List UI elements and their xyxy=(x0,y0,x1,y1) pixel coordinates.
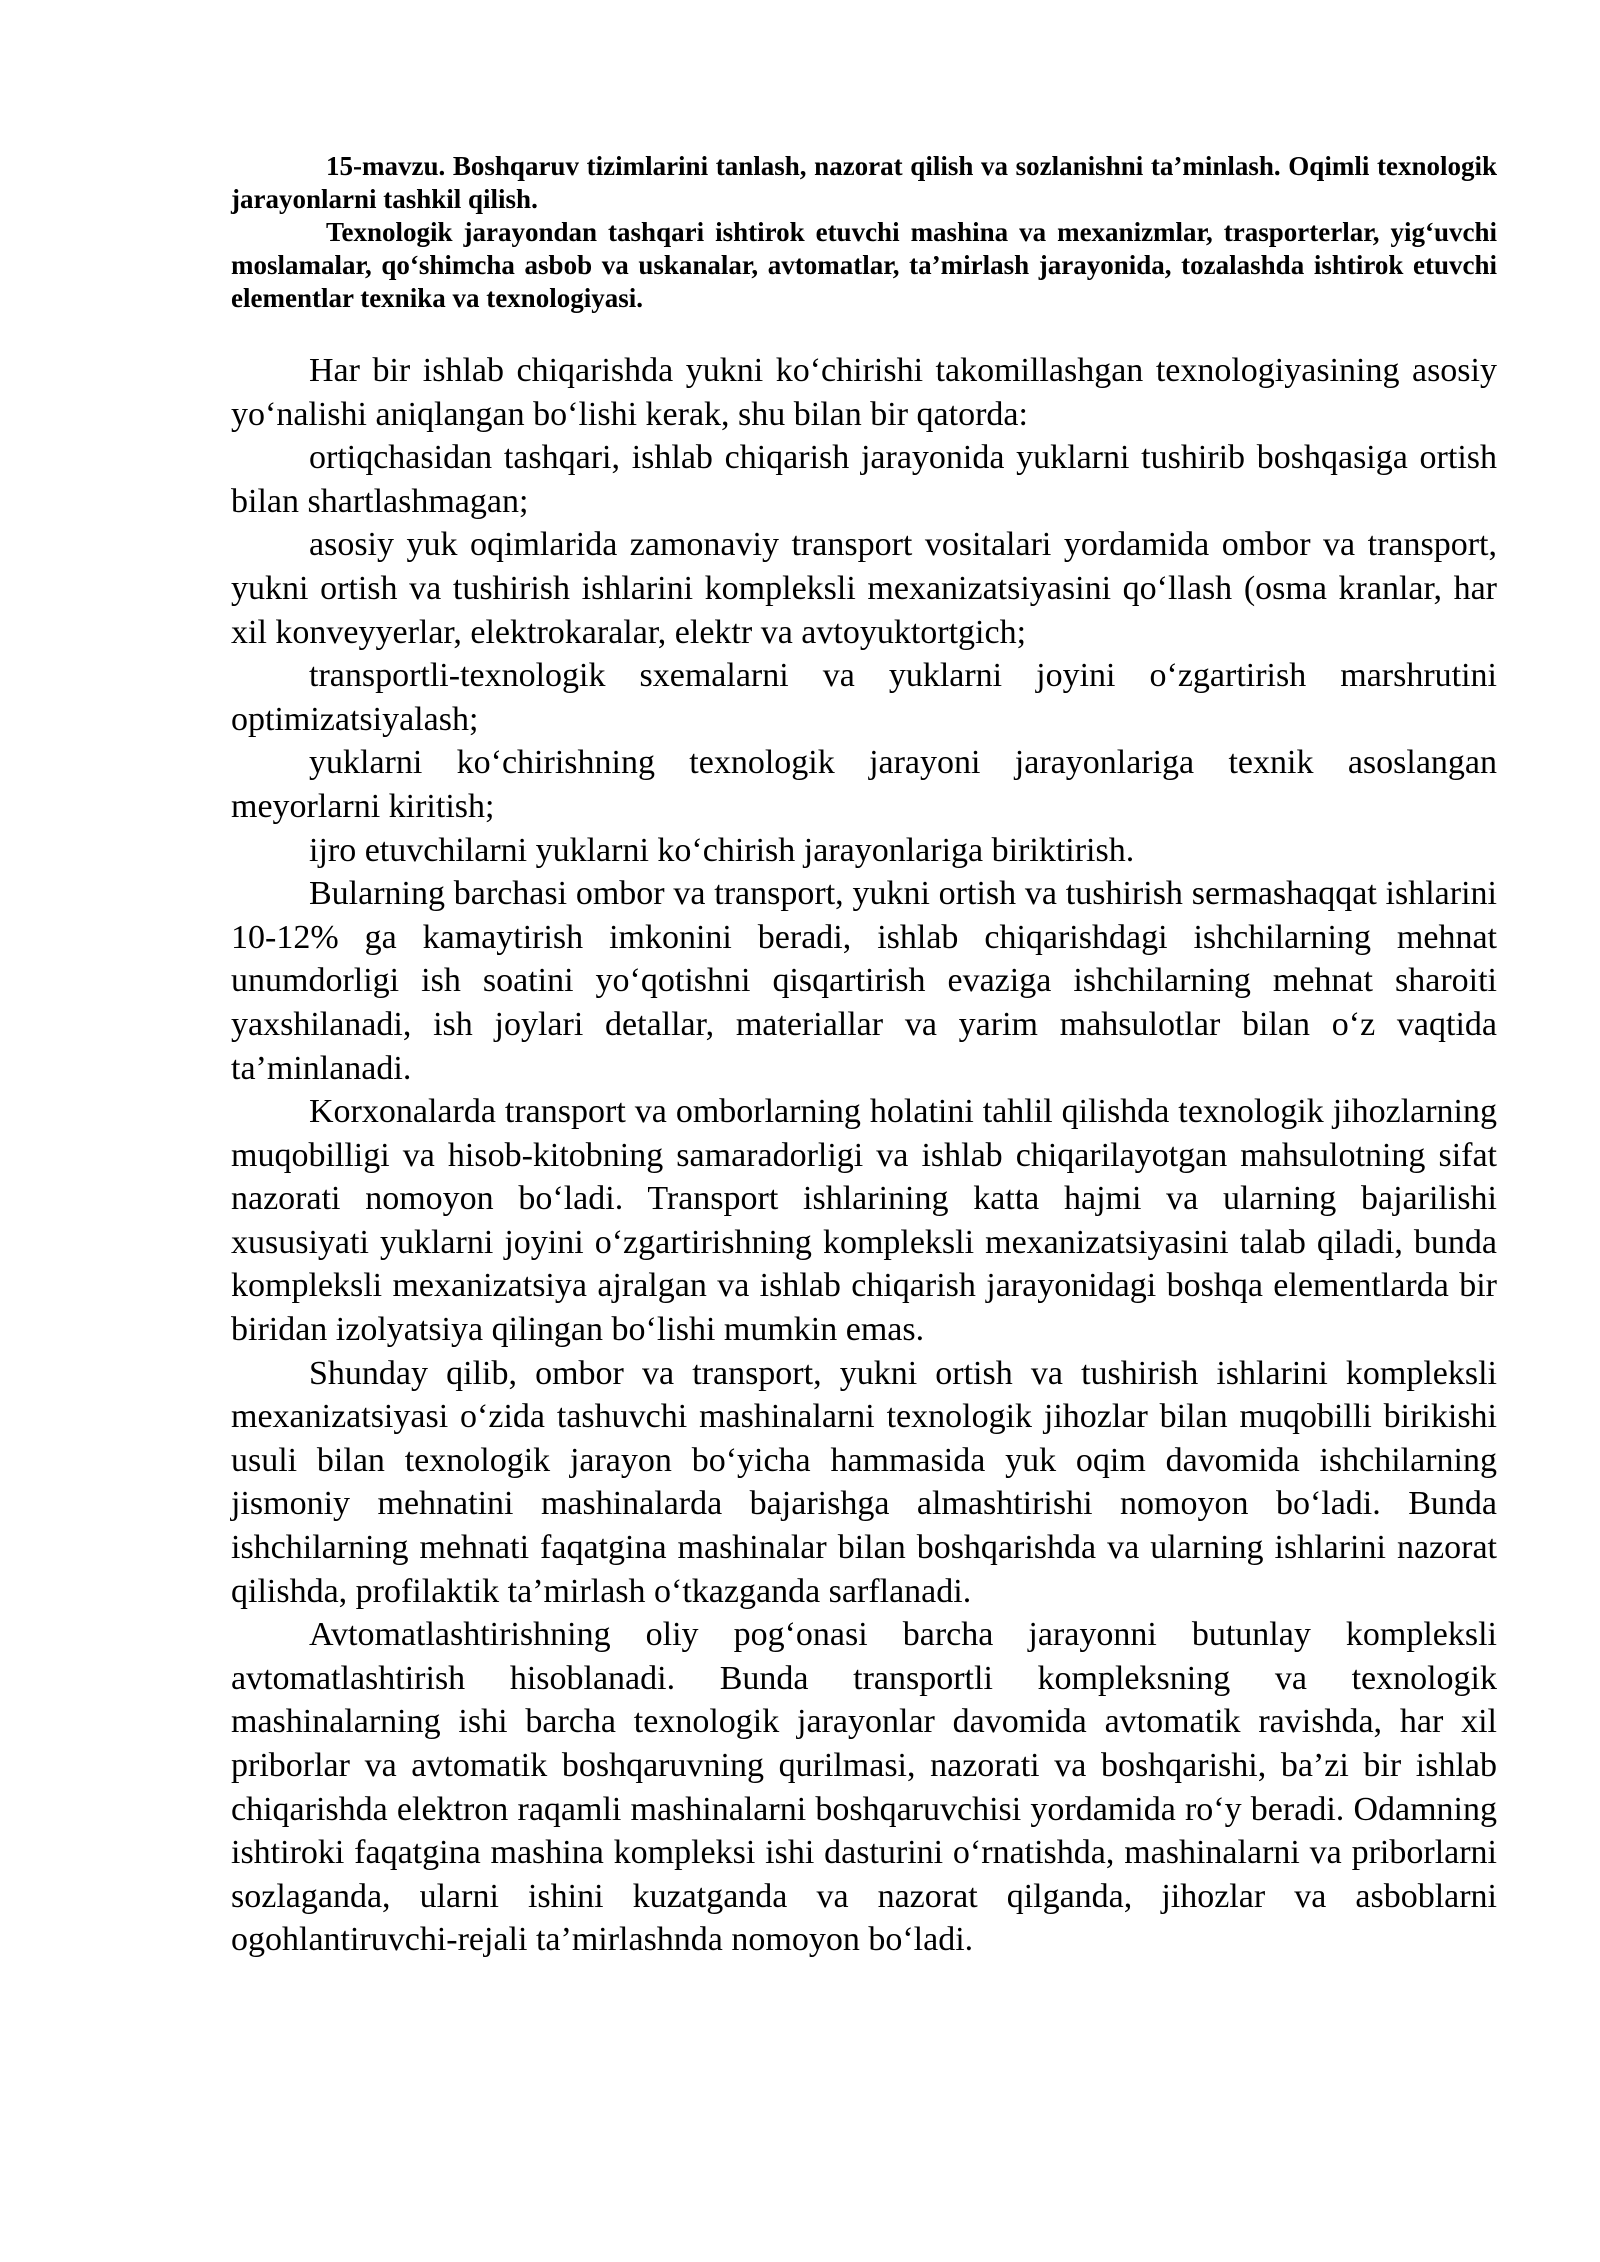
paragraph: Korxonalarda transport va omborlarning holatini tahlil qilishda texnologik jihozlarning muqobilligi va hisob-kitobning samaradorligi va ishlab chiqarilayotgan mahsulotning sifat nazorati nomoyon bo‘ladi. Transport ishlarining katta hajmi va ularning bajarilishi xususiyati yuklarni joyini o‘zgartirishning kompleksli mexanizatsiyasini talab qiladi, bunda kompleksli mexanizatsiya ajralgan va ishlab chiqarish jarayonidagi boshqa elementlarda bir biridan izolyatsiya qilingan bo‘lishi mumkin emas. xyxy=(231,1093,1497,1349)
paragraph: Shunday qilib, ombor va transport, yukni ortish va tushirish ishlarini kompleksli mexanizatsiyasi o‘zida tashuvchi mashinalarni texnologik jihozlar bilan muqobilli birikishi usuli bilan texnologik jarayon bo‘yicha hammasida yuk oqim davomida ishchilarning jismoniy mehnatini mashinalarda bajarishga almashtirishi nomoyon bo‘ladi. Bunda ishchilarning mehnati faqatgina mashinalar bilan boshqarishda va ularning ishlarini nazorat qilishda, profilaktik ta’mirlash o‘tkazganda sarflanadi. xyxy=(231,1354,1497,1610)
page-content xyxy=(231,150,1497,1962)
paragraph: transportli-texnologik sxemalarni va yuklarni joyini o‘zgartirish marshrutini optimizatsiyalash; xyxy=(231,657,1497,738)
topic-heading xyxy=(231,150,1497,315)
paragraph: Bularning barchasi ombor va transport, yukni ortish va tushirish sermashaqqat ishlarini 10-12% ga kamaytirish imkonini beradi, ishlab chiqarishdagi ishchilarning mehnat unumdorligi ish soatini yo‘qotishni qisqartirish evaziga ishchilarning mehnat sharoiti yaxshilanadi, ish joylari detallar, materiallar va yarim mahsulotlar bilan o‘z vaqtida ta’minlanadi. xyxy=(231,875,1497,1087)
paragraph: ijro etuvchilarni yuklarni ko‘chirish jarayonlariga biriktirish. xyxy=(309,831,1135,869)
paragraph: Har bir ishlab chiqarishda yukni ko‘chirishi takomillashgan texnologiyasining asosiy yo‘nalishi aniqlangan bo‘lishi kerak, shu bilan bir qatorda: xyxy=(231,352,1497,433)
paragraph: asosiy yuk oqimlarida zamonaviy transport vositalari yordamida ombor va transport, yukni ortish va tushirish ishlarini kompleksli mexanizatsiyasini qo‘llash (osma kranlar, har xil konveyyerlar, elektrokaralar, elektr va avtoyuktortgich; xyxy=(231,526,1497,651)
paragraph: Avtomatlashtirishning oliy pog‘onasi barcha jarayonni butunlay kompleksli avtomatlashtirish hisoblanadi. Bunda transportli kompleksning va texnologik mashinalarning ishi barcha texnologik jarayonlar davomida avtomatik ravishda, har xil priborlar va avtomatik boshqaruvning qurilmasi, nazorati va boshqarishi, ba’zi bir ishlab chiqarishda elektron raqamli mashinalarni boshqaruvchisi yordamida ro‘y beradi. Odamning ishtiroki faqatgina mashina kompleksi ishi dasturini o‘rnatishda, mashinalarni va priborlarni sozlaganda, ularni ishini kuzatganda va nazorat qilganda, jihozlar va asboblarni ogohlantiruvchi-rejali ta’mirlashnda nomoyon bo‘ladi. xyxy=(231,1616,1497,1959)
topic-subtitle: Texnologik jarayondan tashqari ishtirok etuvchi mashina va mexanizmlar, trasporterlar, yig‘uvchi moslamalar, qo‘shimcha asbob va uskanalar, avtomatlar, ta’mirlash jarayonida, tozalashda ishtirok etuvchi elementlar texnika va texnologiyasi. xyxy=(231,217,1497,313)
paragraph: ortiqchasidan tashqari, ishlab chiqarish jarayonida yuklarni tushirib boshqasiga ortish bilan shartlashmagan; xyxy=(231,439,1497,520)
paragraph: yuklarni ko‘chirishning texnologik jarayoni jarayonlariga texnik asoslangan meyorlarni kiritish; xyxy=(231,744,1497,825)
body-text xyxy=(231,349,1497,1962)
topic-title: 15-mavzu. Boshqaruv tizimlarini tanlash, nazorat qilish va sozlanishni ta’minlash. Oqimli texnologik jarayonlarni tashkil qilish. xyxy=(231,151,1497,214)
